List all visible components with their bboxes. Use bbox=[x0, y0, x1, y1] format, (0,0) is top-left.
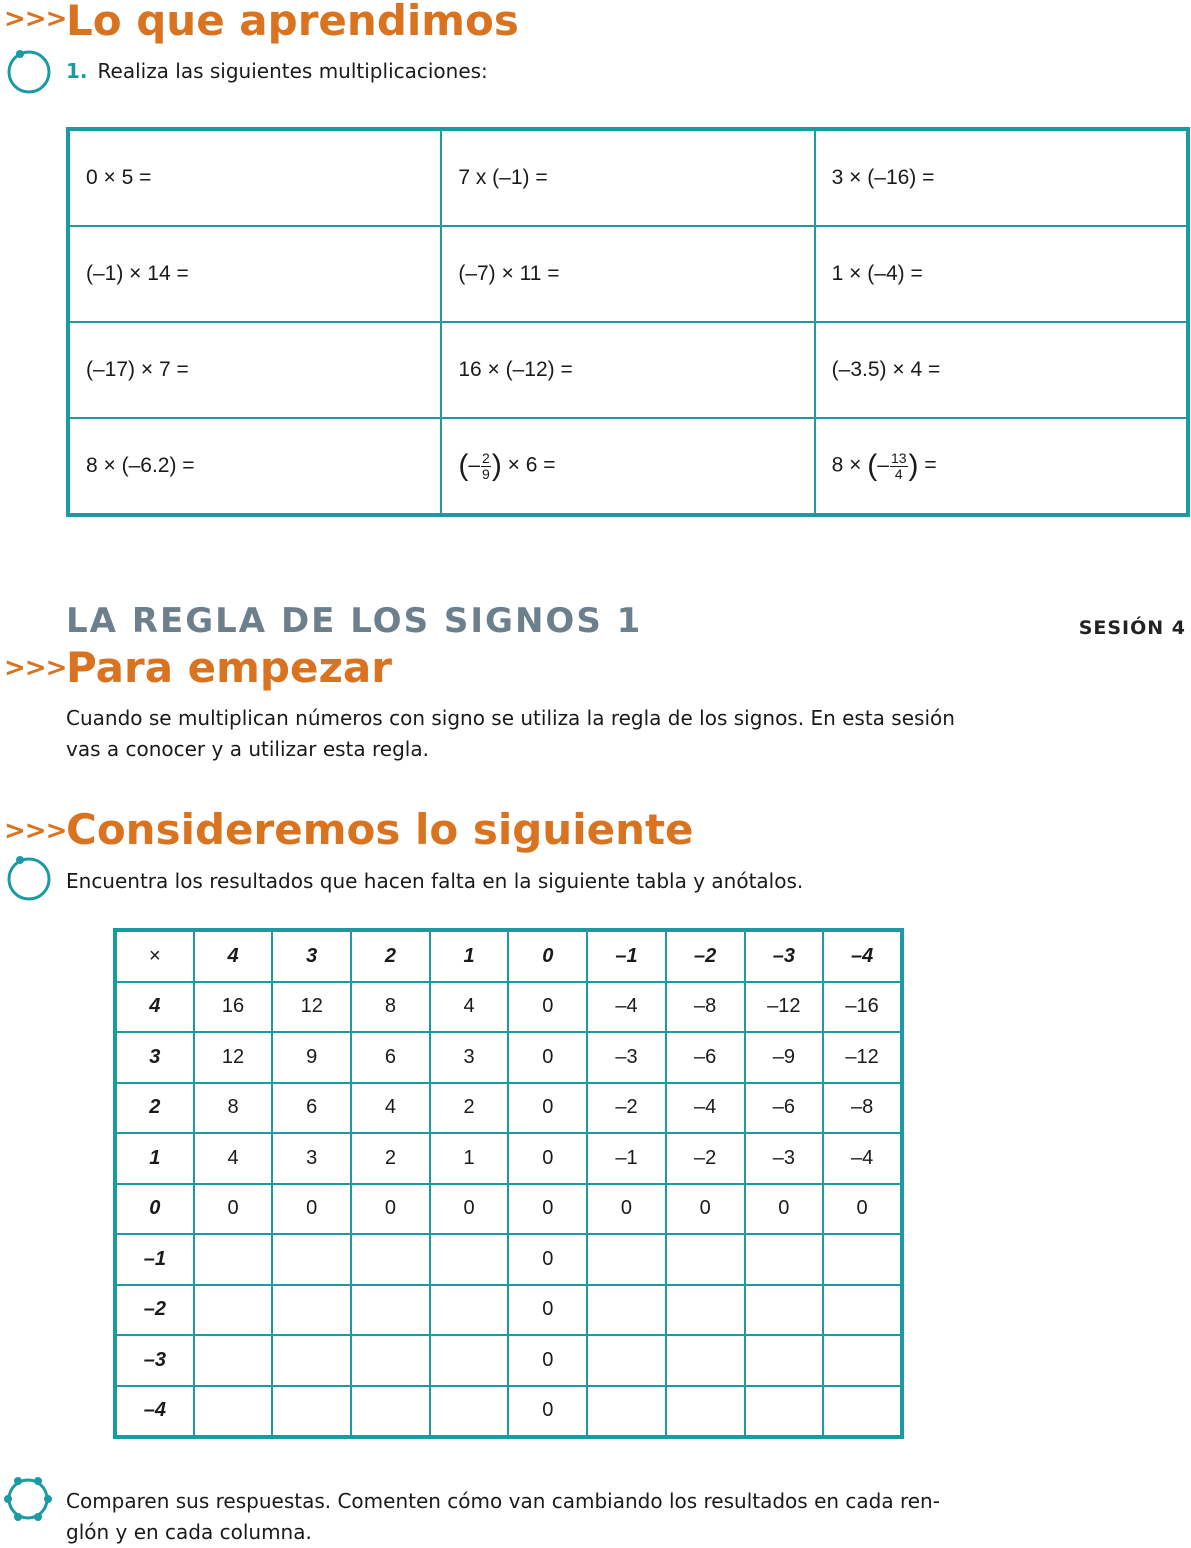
exercise-prefix: 8 × bbox=[831, 453, 868, 477]
mult-cell: –2 bbox=[666, 1133, 745, 1184]
individual-work-icon bbox=[5, 47, 53, 95]
mult-cell: 2 bbox=[430, 1083, 509, 1134]
answer-cell[interactable] bbox=[745, 1386, 824, 1438]
exercise-cell: 8 × (–6.2) = bbox=[68, 418, 441, 515]
mult-cell: –6 bbox=[745, 1083, 824, 1134]
exercise-row bbox=[68, 418, 1188, 515]
mult-row-header: 0 bbox=[115, 1184, 194, 1235]
closing-line-2: glón y en cada columna. bbox=[66, 1520, 312, 1544]
section-arrows: >>> bbox=[4, 816, 67, 846]
exercise-cell: 16 × (–12) = bbox=[441, 322, 814, 418]
mult-cell: –4 bbox=[587, 982, 666, 1033]
exercise-cell: 3 × (–16) = bbox=[815, 129, 1188, 226]
mult-row bbox=[115, 1133, 902, 1184]
group-work-icon bbox=[2, 1473, 54, 1525]
mult-cell: –8 bbox=[666, 982, 745, 1033]
mult-cell: 16 bbox=[194, 982, 273, 1033]
mult-col-header: –1 bbox=[587, 930, 666, 982]
mult-cell: 0 bbox=[351, 1184, 430, 1235]
exercise-cell: (–3.5) × 4 = bbox=[815, 322, 1188, 418]
intro-line-2: vas a conocer y a utilizar esta regla. bbox=[66, 737, 429, 761]
answer-cell[interactable] bbox=[351, 1335, 430, 1386]
mult-cell: 0 bbox=[745, 1184, 824, 1235]
mult-cell: –8 bbox=[823, 1083, 902, 1134]
closing-paragraph bbox=[66, 1486, 940, 1548]
mult-cell: 0 bbox=[823, 1184, 902, 1235]
mult-col-header: –4 bbox=[823, 930, 902, 982]
exercise-row bbox=[68, 226, 1188, 322]
fraction-numerator: 13 bbox=[890, 449, 907, 466]
exercise-cell: 1 × (–4) = bbox=[815, 226, 1188, 322]
mult-row-header: –3 bbox=[115, 1335, 194, 1386]
answer-cell[interactable] bbox=[745, 1285, 824, 1336]
mult-cell: 0 bbox=[508, 1083, 587, 1134]
mult-row bbox=[115, 1234, 902, 1285]
section-arrows: >>> bbox=[4, 653, 67, 683]
answer-cell[interactable] bbox=[194, 1285, 273, 1336]
mult-cell: –9 bbox=[745, 1032, 824, 1083]
exercise-table bbox=[66, 127, 1190, 517]
answer-cell[interactable] bbox=[823, 1285, 902, 1336]
lesson-title: LA REGLA DE LOS SIGNOS 1 bbox=[66, 601, 643, 641]
answer-cell[interactable] bbox=[745, 1234, 824, 1285]
fraction bbox=[481, 451, 491, 482]
mult-row bbox=[115, 1285, 902, 1336]
answer-cell[interactable] bbox=[430, 1234, 509, 1285]
exercise-cell: (–17) × 7 = bbox=[68, 322, 441, 418]
closing-line-1: Comparen sus respuestas. Comenten cómo van cambiando los resultados en cada ren- bbox=[66, 1489, 940, 1513]
mult-cell: –1 bbox=[587, 1133, 666, 1184]
mult-cell: 0 bbox=[666, 1184, 745, 1235]
answer-cell[interactable] bbox=[351, 1386, 430, 1438]
exercise-rest: × 6 = bbox=[501, 453, 556, 477]
mult-cell: 6 bbox=[351, 1032, 430, 1083]
mult-cell: 0 bbox=[194, 1184, 273, 1235]
answer-cell[interactable] bbox=[823, 1386, 902, 1438]
mult-cell: 9 bbox=[272, 1032, 351, 1083]
answer-cell[interactable] bbox=[823, 1234, 902, 1285]
mult-cell: 3 bbox=[272, 1133, 351, 1184]
answer-cell[interactable] bbox=[587, 1285, 666, 1336]
section-arrows: >>> bbox=[4, 4, 67, 34]
mult-corner: × bbox=[115, 930, 194, 982]
answer-cell[interactable] bbox=[745, 1335, 824, 1386]
mult-cell: 0 bbox=[508, 1335, 587, 1386]
answer-cell[interactable] bbox=[272, 1234, 351, 1285]
answer-cell[interactable] bbox=[587, 1335, 666, 1386]
mult-cell: 12 bbox=[272, 982, 351, 1033]
exercise-cell: (–1) × 14 = bbox=[68, 226, 441, 322]
mult-cell: –4 bbox=[823, 1133, 902, 1184]
left-paren: ( bbox=[867, 449, 878, 482]
section-title-consideremos: Consideremos lo siguiente bbox=[66, 805, 694, 854]
mult-cell: 4 bbox=[430, 982, 509, 1033]
mult-cell: 12 bbox=[194, 1032, 273, 1083]
mult-col-header: –2 bbox=[666, 930, 745, 982]
fraction-sign: – bbox=[877, 453, 889, 477]
answer-cell[interactable] bbox=[272, 1386, 351, 1438]
answer-cell[interactable] bbox=[272, 1335, 351, 1386]
answer-cell[interactable] bbox=[823, 1335, 902, 1386]
mult-row bbox=[115, 1083, 902, 1134]
mult-col-header: 0 bbox=[508, 930, 587, 982]
mult-cell: 0 bbox=[272, 1184, 351, 1235]
mult-cell: 0 bbox=[508, 982, 587, 1033]
exercise-cell bbox=[441, 418, 814, 515]
mult-row bbox=[115, 1032, 902, 1083]
mult-cell: 8 bbox=[351, 982, 430, 1033]
answer-cell[interactable] bbox=[194, 1335, 273, 1386]
mult-header-row bbox=[115, 930, 902, 982]
mult-row-header: –2 bbox=[115, 1285, 194, 1336]
mult-cell: 2 bbox=[351, 1133, 430, 1184]
mult-row-header: 4 bbox=[115, 982, 194, 1033]
mult-row bbox=[115, 1184, 902, 1235]
exercise-cell: 0 × 5 = bbox=[68, 129, 441, 226]
answer-cell[interactable] bbox=[666, 1335, 745, 1386]
intro-paragraph bbox=[66, 703, 955, 765]
mult-cell: 1 bbox=[430, 1133, 509, 1184]
mult-cell: 6 bbox=[272, 1083, 351, 1134]
mult-row bbox=[115, 982, 902, 1033]
mult-cell: 0 bbox=[508, 1234, 587, 1285]
mult-cell: 0 bbox=[508, 1184, 587, 1235]
mult-col-header: 3 bbox=[272, 930, 351, 982]
mult-row-header: 3 bbox=[115, 1032, 194, 1083]
multiplication-table bbox=[113, 928, 904, 1439]
fraction bbox=[890, 451, 908, 482]
table-instruction: Encuentra los resultados que hacen falta en la siguiente tabla y anótalos. bbox=[66, 869, 804, 893]
exercise-cell: 7 x (–1) = bbox=[441, 129, 814, 226]
mult-col-header: 1 bbox=[430, 930, 509, 982]
answer-cell[interactable] bbox=[666, 1234, 745, 1285]
mult-cell: –6 bbox=[666, 1032, 745, 1083]
fraction-numerator: 2 bbox=[482, 449, 490, 466]
mult-cell: 8 bbox=[194, 1083, 273, 1134]
fraction-sign: – bbox=[468, 453, 481, 477]
right-paren: ) bbox=[491, 449, 502, 482]
mult-cell: 0 bbox=[587, 1184, 666, 1235]
answer-cell[interactable] bbox=[587, 1386, 666, 1438]
mult-row-header: –4 bbox=[115, 1386, 194, 1438]
mult-cell: 0 bbox=[430, 1184, 509, 1235]
mult-cell: 0 bbox=[508, 1032, 587, 1083]
section-title-para-empezar: Para empezar bbox=[66, 643, 392, 692]
mult-cell: –12 bbox=[745, 982, 824, 1033]
mult-row-header: 2 bbox=[115, 1083, 194, 1134]
answer-cell[interactable] bbox=[587, 1234, 666, 1285]
mult-cell: –12 bbox=[823, 1032, 902, 1083]
mult-col-header: –3 bbox=[745, 930, 824, 982]
fraction-denominator: 4 bbox=[894, 465, 903, 482]
mult-cell: 3 bbox=[430, 1032, 509, 1083]
answer-cell[interactable] bbox=[272, 1285, 351, 1336]
answer-cell[interactable] bbox=[194, 1386, 273, 1438]
mult-cell: –4 bbox=[666, 1083, 745, 1134]
instruction-text: Realiza las siguientes multiplicaciones: bbox=[97, 59, 488, 83]
left-paren: ( bbox=[458, 449, 469, 482]
right-paren: ) bbox=[908, 449, 919, 482]
individual-work-icon bbox=[5, 852, 53, 902]
mult-row bbox=[115, 1386, 902, 1438]
instruction-number: 1. bbox=[66, 59, 88, 83]
answer-cell[interactable] bbox=[430, 1386, 509, 1438]
session-label: SESIÓN 4 bbox=[1078, 617, 1186, 639]
mult-col-header: 4 bbox=[194, 930, 273, 982]
mult-cell: 4 bbox=[351, 1083, 430, 1134]
mult-row-header: –1 bbox=[115, 1234, 194, 1285]
mult-cell: –3 bbox=[587, 1032, 666, 1083]
exercise-cell: (–7) × 11 = bbox=[441, 226, 814, 322]
answer-cell[interactable] bbox=[666, 1386, 745, 1438]
answer-cell[interactable] bbox=[430, 1335, 509, 1386]
section-title-lo-que-aprendimos: Lo que aprendimos bbox=[66, 0, 519, 45]
exercise-row bbox=[68, 129, 1188, 226]
exercise-row bbox=[68, 322, 1188, 418]
exercise-rest: = bbox=[918, 453, 937, 477]
answer-cell[interactable] bbox=[194, 1234, 273, 1285]
answer-cell[interactable] bbox=[351, 1285, 430, 1336]
intro-line-1: Cuando se multiplican números con signo se utiliza la regla de los signos. En esta sesión bbox=[66, 706, 955, 730]
answer-cell[interactable] bbox=[666, 1285, 745, 1336]
mult-cell: –3 bbox=[745, 1133, 824, 1184]
mult-cell: 4 bbox=[194, 1133, 273, 1184]
mult-cell: 0 bbox=[508, 1285, 587, 1336]
exercise-cell bbox=[815, 418, 1188, 515]
answer-cell[interactable] bbox=[430, 1285, 509, 1336]
mult-row bbox=[115, 1335, 902, 1386]
mult-cell: –2 bbox=[587, 1083, 666, 1134]
answer-cell[interactable] bbox=[351, 1234, 430, 1285]
mult-cell: 0 bbox=[508, 1133, 587, 1184]
mult-row-header: 1 bbox=[115, 1133, 194, 1184]
mult-cell: 0 bbox=[508, 1386, 587, 1438]
fraction-denominator: 9 bbox=[482, 465, 490, 482]
instruction-1 bbox=[66, 56, 488, 87]
mult-col-header: 2 bbox=[351, 930, 430, 982]
mult-cell: –16 bbox=[823, 982, 902, 1033]
